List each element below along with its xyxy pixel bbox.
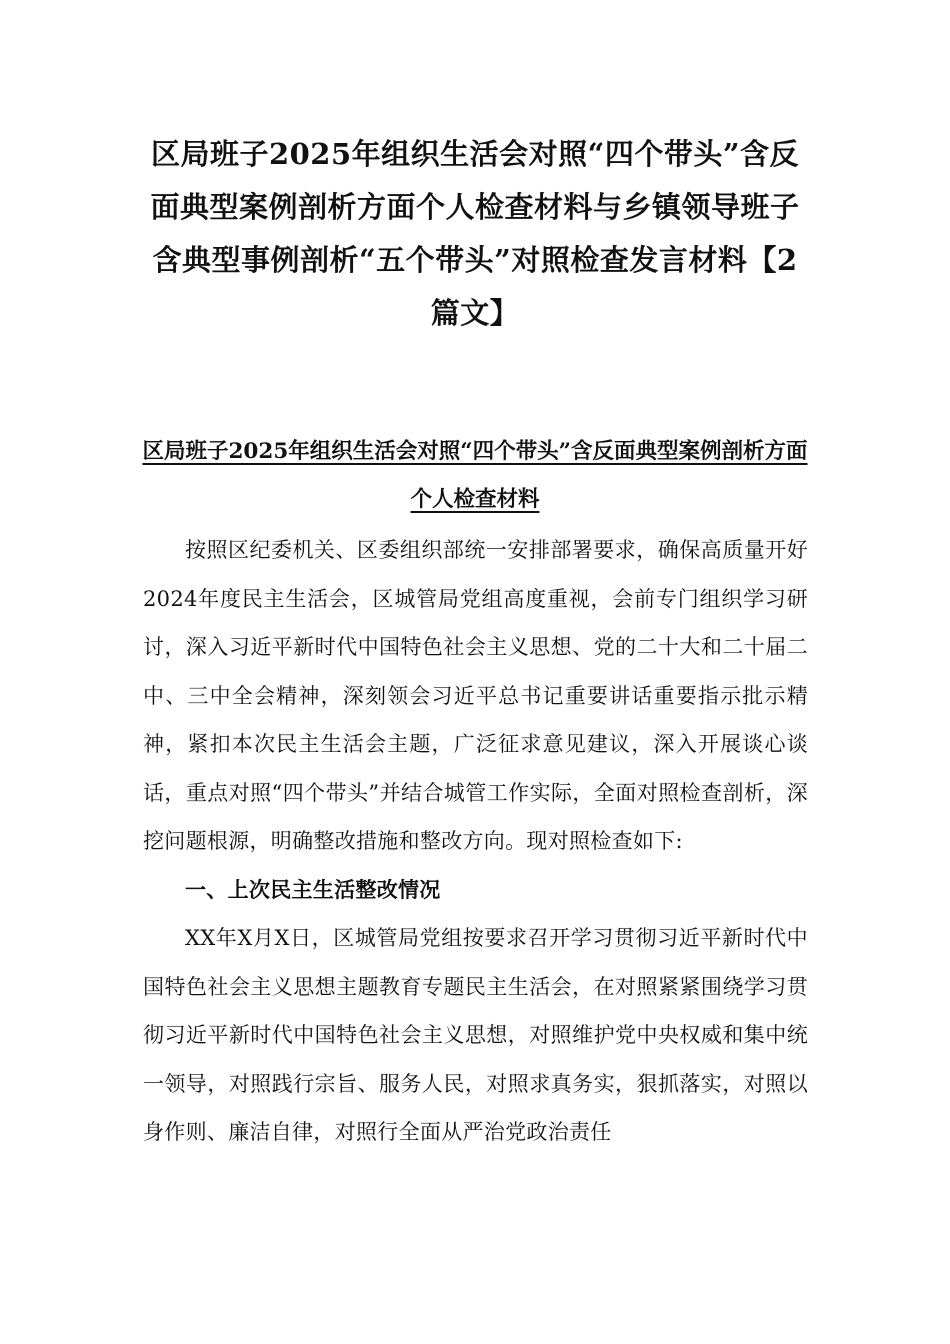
document-main-title: 区局班子2025年组织生活会对照“四个带头”含反面典型案例剖析方面个人检查材料与乡镇领导班子含典型事例剖析“五个带头”对照检查发言材料【2篇文】 (150, 137, 800, 330)
article-body (143, 526, 808, 1157)
section-heading: 一、上次民主生活整改情况 (185, 876, 441, 902)
intro-paragraph: 按照区纪委机关、区委组织部统一安排部署要求，确保高质量开好2024年度民主生活会，区城管局党组高度重视，会前专门组织学习研讨，深入习近平新时代中国特色社会主义思想、党的二十大和二十届二中、三中全会精神，深刻领会习近平总书记重要讲话重要指示批示精神，紧扣本次民主生活会主题，广泛征求意见建议，深入开展谈心谈话，重点对照“四个带头”并结合城管工作实际，全面对照检查剖析，深挖问题根源，明确整改措施和整改方向。现对照检查如下: (143, 538, 808, 853)
body-paragraph: XX年X月X日，区城管局党组按要求召开学习贯彻习近平新时代中国特色社会主义思想主题教育专题民主生活会，在对照紧紧围绕学习贯彻习近平新时代中国特色社会主义思想，对照维护党中央权威和集中统一领导，对照践行宗旨、服务人民，对照求真务实，狠抓落实，对照以身作则、廉洁自律，对照行全面从严治党政治责任 (143, 926, 808, 1144)
article-title: 区局班子2025年组织生活会对照“四个带头”含反面典型案例剖析方面个人检查材料 (142, 439, 808, 512)
